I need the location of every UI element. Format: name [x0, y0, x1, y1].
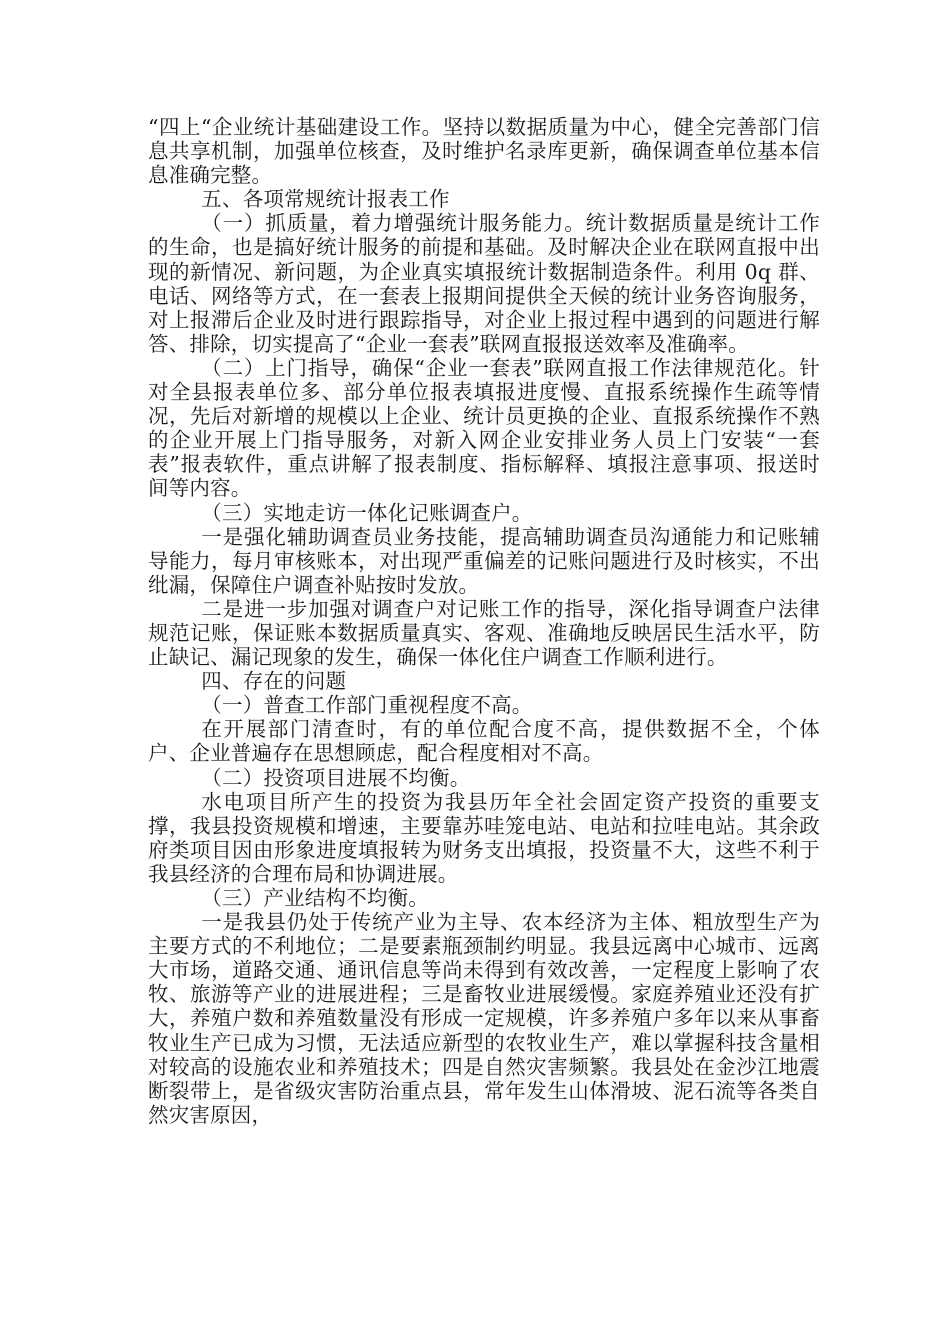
- subheading: （二）投资项目进展不均衡。: [201, 765, 471, 790]
- subheading: （一）普查工作部门重视程度不高。: [201, 693, 533, 718]
- subheading: （三）实地走访一体化记账调查户。: [201, 500, 533, 525]
- document-body: [148, 115, 820, 1127]
- section-heading-5: 五、各项常规统计报表工作: [201, 187, 450, 212]
- paragraph: （一）抓质量，着力增强统计服务能力。统计数据质量是统计工作的生命，也是搞好统计服务的前提和基础。及时解决企业在联网直报中出现的新情况、新问题，为企业真实填报统计数据制造条件。利用 0q 群、电话、网络等方式，在一套表上报期间提供全天候的统计业务咨询服务，对上报滞后企业及时进行跟踪指导，对企业上报过程中遇到的问题进行解答、排除，切实提高了“企业一套表”联网直报报送效率及准确率。: [148, 211, 820, 356]
- paragraph: 水电项目所产生的投资为我县历年全社会固定资产投资的重要支撑，我县投资规模和增速，主要靠苏哇笼电站、电站和拉哇电站。其余政府类项目因由形象进度填报转为财务支出填报，投资量不大，这些不利于我县经济的合理布局和协调进展。: [148, 789, 820, 886]
- paragraph: 一是强化辅助调查员业务技能，提高辅助调查员沟通能力和记账辅导能力，每月审核账本，对出现严重偏差的记账问题进行及时核实，不出纰漏，保障住户调查补贴按时发放。: [148, 524, 820, 597]
- paragraph-continuation: “四上“企业统计基础建设工作。坚持以数据质量为中心，健全完善部门信息共享机制，加强单位核查，及时维护名录库更新，确保调查单位基本信息准确完整。: [148, 115, 820, 188]
- paragraph: 在开展部门清查时，有的单位配合度不高，提供数据不全，个体户、企业普遍存在思想顾虑，配合程度相对不高。: [148, 717, 820, 766]
- paragraph: （二）上门指导，确保“企业一套表”联网直报工作法律规范化。针对全县报表单位多、部分单位报表填报进度慢、直报系统操作生疏等情况，先后对新增的规模以上企业、统计员更换的企业、直报系统操作不熟的企业开展上门指导服务，对新入网企业安排业务人员上门安装“一套表”报表软件，重点讲解了报表制度、指标解释、填报注意事项、报送时间等内容。: [148, 355, 820, 501]
- paragraph: 一是我县仍处于传统产业为主导、农本经济为主体、粗放型生产为主要方式的不利地位；二是要素瓶颈制约明显。我县远离中心城市、远离大市场，道路交通、通讯信息等尚未得到有效改善，一定程度上影响了农牧、旅游等产业的进展进程；三是畜牧业进展缓慢。家庭养殖业还没有扩大，养殖户数和养殖数量没有形成一定规模，许多养殖户多年以来从事畜牧业生产已成为习惯，无法适应新型的农牧业生产，难以掌握科技含量相对较高的设施农业和养殖技术；四是自然灾害频繁。我县处在金沙江地震断裂带上，是省级灾害防治重点县，常年发生山体滑坡、泥石流等各类自然灾害原因，: [148, 910, 820, 1127]
- section-heading-4: 四、存在的问题: [201, 669, 347, 694]
- paragraph: 二是进一步加强对调查户对记账工作的指导，深化指导调查户法律规范记账，保证账本数据质量真实、客观、准确地反映居民生活水平，防止缺记、漏记现象的发生，确保一体化住户调查工作顺利进行。: [148, 596, 820, 670]
- subheading: （三）产业结构不均衡。: [201, 886, 429, 910]
